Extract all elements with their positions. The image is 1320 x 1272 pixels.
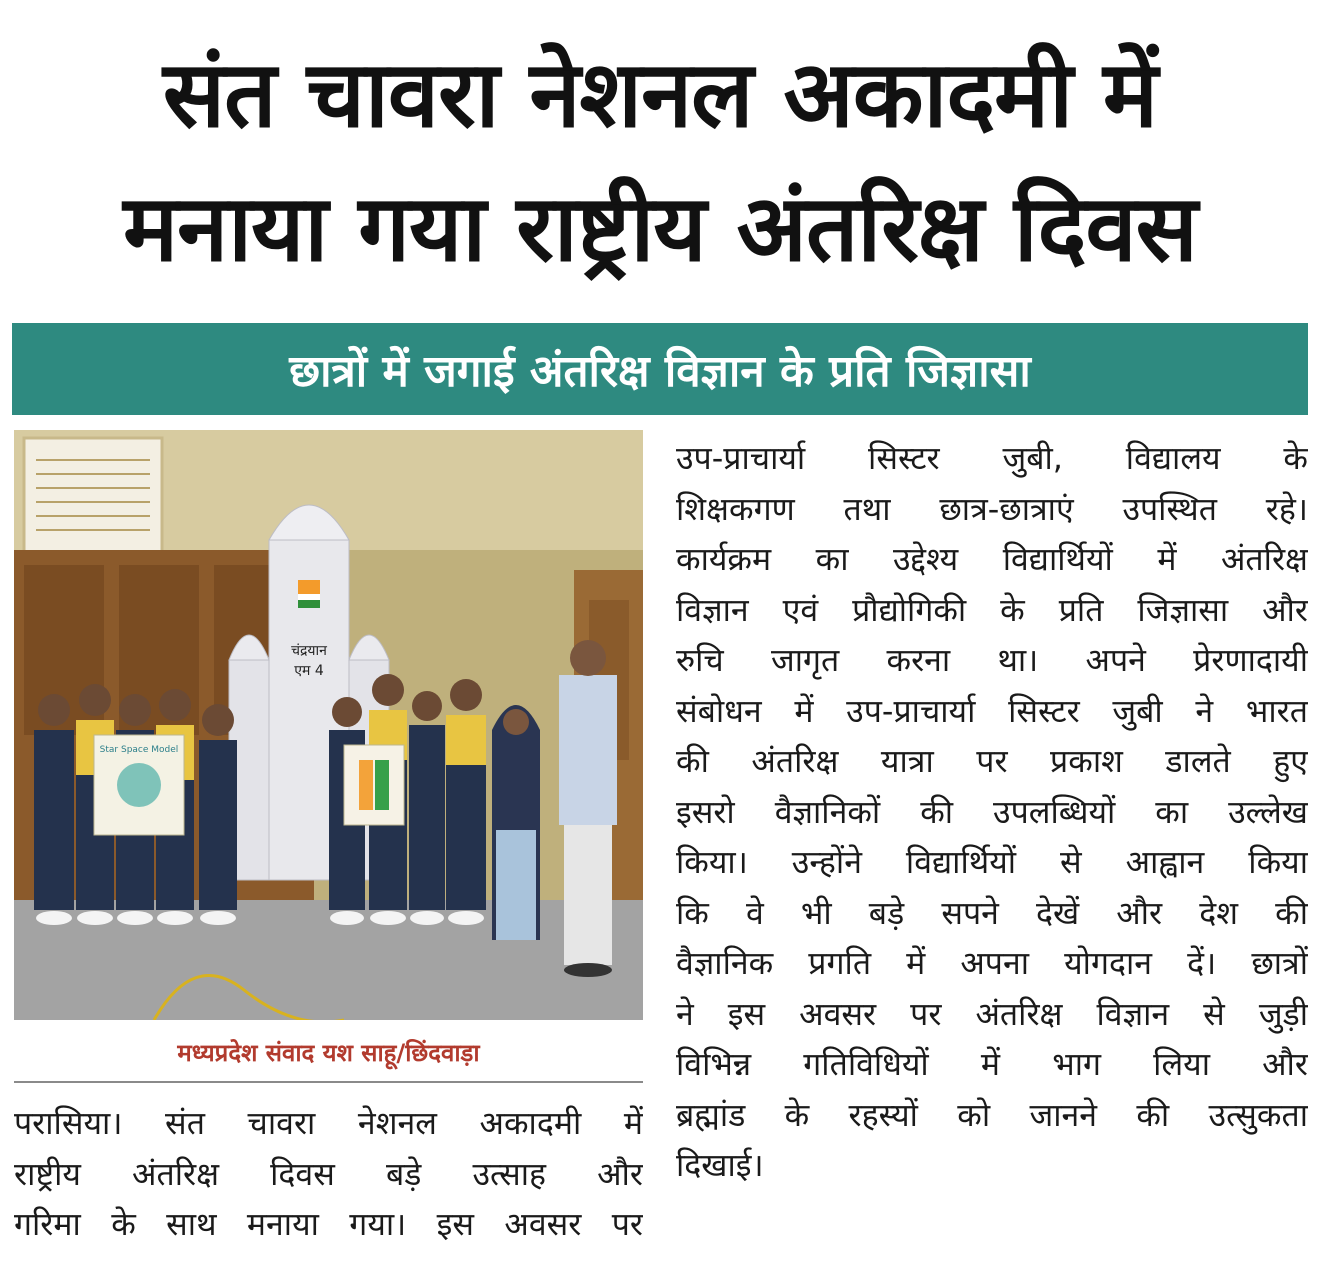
article-line: वैज्ञानिक प्रगति में अपना योगदान दें। छात्रों	[676, 944, 1308, 982]
article-line: शिक्षकगण तथा छात्र-छात्राएं उपस्थित रहे।	[676, 489, 1308, 528]
article-line: विभिन्न गतिविधियों में भाग लिया और	[676, 1045, 1308, 1083]
article-column-right	[676, 433, 1308, 1191]
article-line: किया। उन्होंने विद्यार्थियों से आह्वान किया	[676, 843, 1308, 881]
photo-illustration	[14, 430, 643, 1020]
poster-text: Star Space Model	[99, 745, 179, 755]
article-line: उप-प्राचार्या सिस्टर जुबी, विद्यालय के	[676, 439, 1308, 477]
headline-line-2: मनाया गया राष्ट्रीय अंतरिक्ष दिवस	[123, 175, 1197, 282]
article-line: विज्ञान एवं प्रौद्योगिकी के प्रति जिज्ञासा और	[676, 590, 1308, 629]
article-line: राष्ट्रीय अंतरिक्ष दिवस बड़े उत्साह और	[14, 1154, 643, 1193]
news-photo	[14, 430, 643, 1020]
article-line: गरिमा के साथ मनाया गया। इस अवसर पर	[14, 1205, 643, 1243]
article-line: ब्रह्मांड के रहस्यों को जानने की उत्सुकता	[676, 1095, 1308, 1134]
article-line: संबोधन में उप-प्राचार्या सिस्टर जुबी ने भारत	[676, 691, 1308, 730]
rocket-label-1: चंद्रयान	[291, 643, 327, 659]
article-line: रुचि जागृत करना था। अपने प्रेरणादायी	[676, 641, 1308, 679]
article-line: कार्यक्रम का उद्देश्य विद्यार्थियों में अंतरिक्ष	[676, 540, 1308, 578]
article-line: दिखाई।	[676, 1146, 764, 1184]
article-column-left	[14, 1098, 643, 1250]
students-left	[34, 684, 237, 925]
subheadline-band	[12, 323, 1308, 415]
divider-rule	[14, 1081, 643, 1083]
article-line: की अंतरिक्ष यात्रा पर प्रकाश डालते हुए	[676, 742, 1308, 780]
byline: मध्यप्रदेश संवाद यश साहू/छिंदवाड़ा	[177, 1039, 480, 1067]
sister-figure	[492, 705, 540, 940]
article-line: ने इस अवसर पर अंतरिक्ष विज्ञान से जुड़ी	[676, 994, 1308, 1033]
headline-line-1: संत चावरा नेशनल अकादमी में	[162, 41, 1158, 148]
subheadline: छात्रों में जगाई अंतरिक्ष विज्ञान के प्रति जिज्ञासा	[289, 346, 1031, 397]
article-line: कि वे भी बड़े सपने देखें और देश की	[676, 893, 1308, 932]
article-line: परासिया। संत चावरा नेशनल अकादमी में	[14, 1104, 643, 1142]
article-line: इसरो वैज्ञानिकों की उपलब्धियों का उल्लेख	[676, 792, 1308, 831]
teacher-figure	[559, 640, 617, 977]
headline	[0, 28, 1320, 296]
rocket-label-2: एम 4	[294, 663, 324, 679]
